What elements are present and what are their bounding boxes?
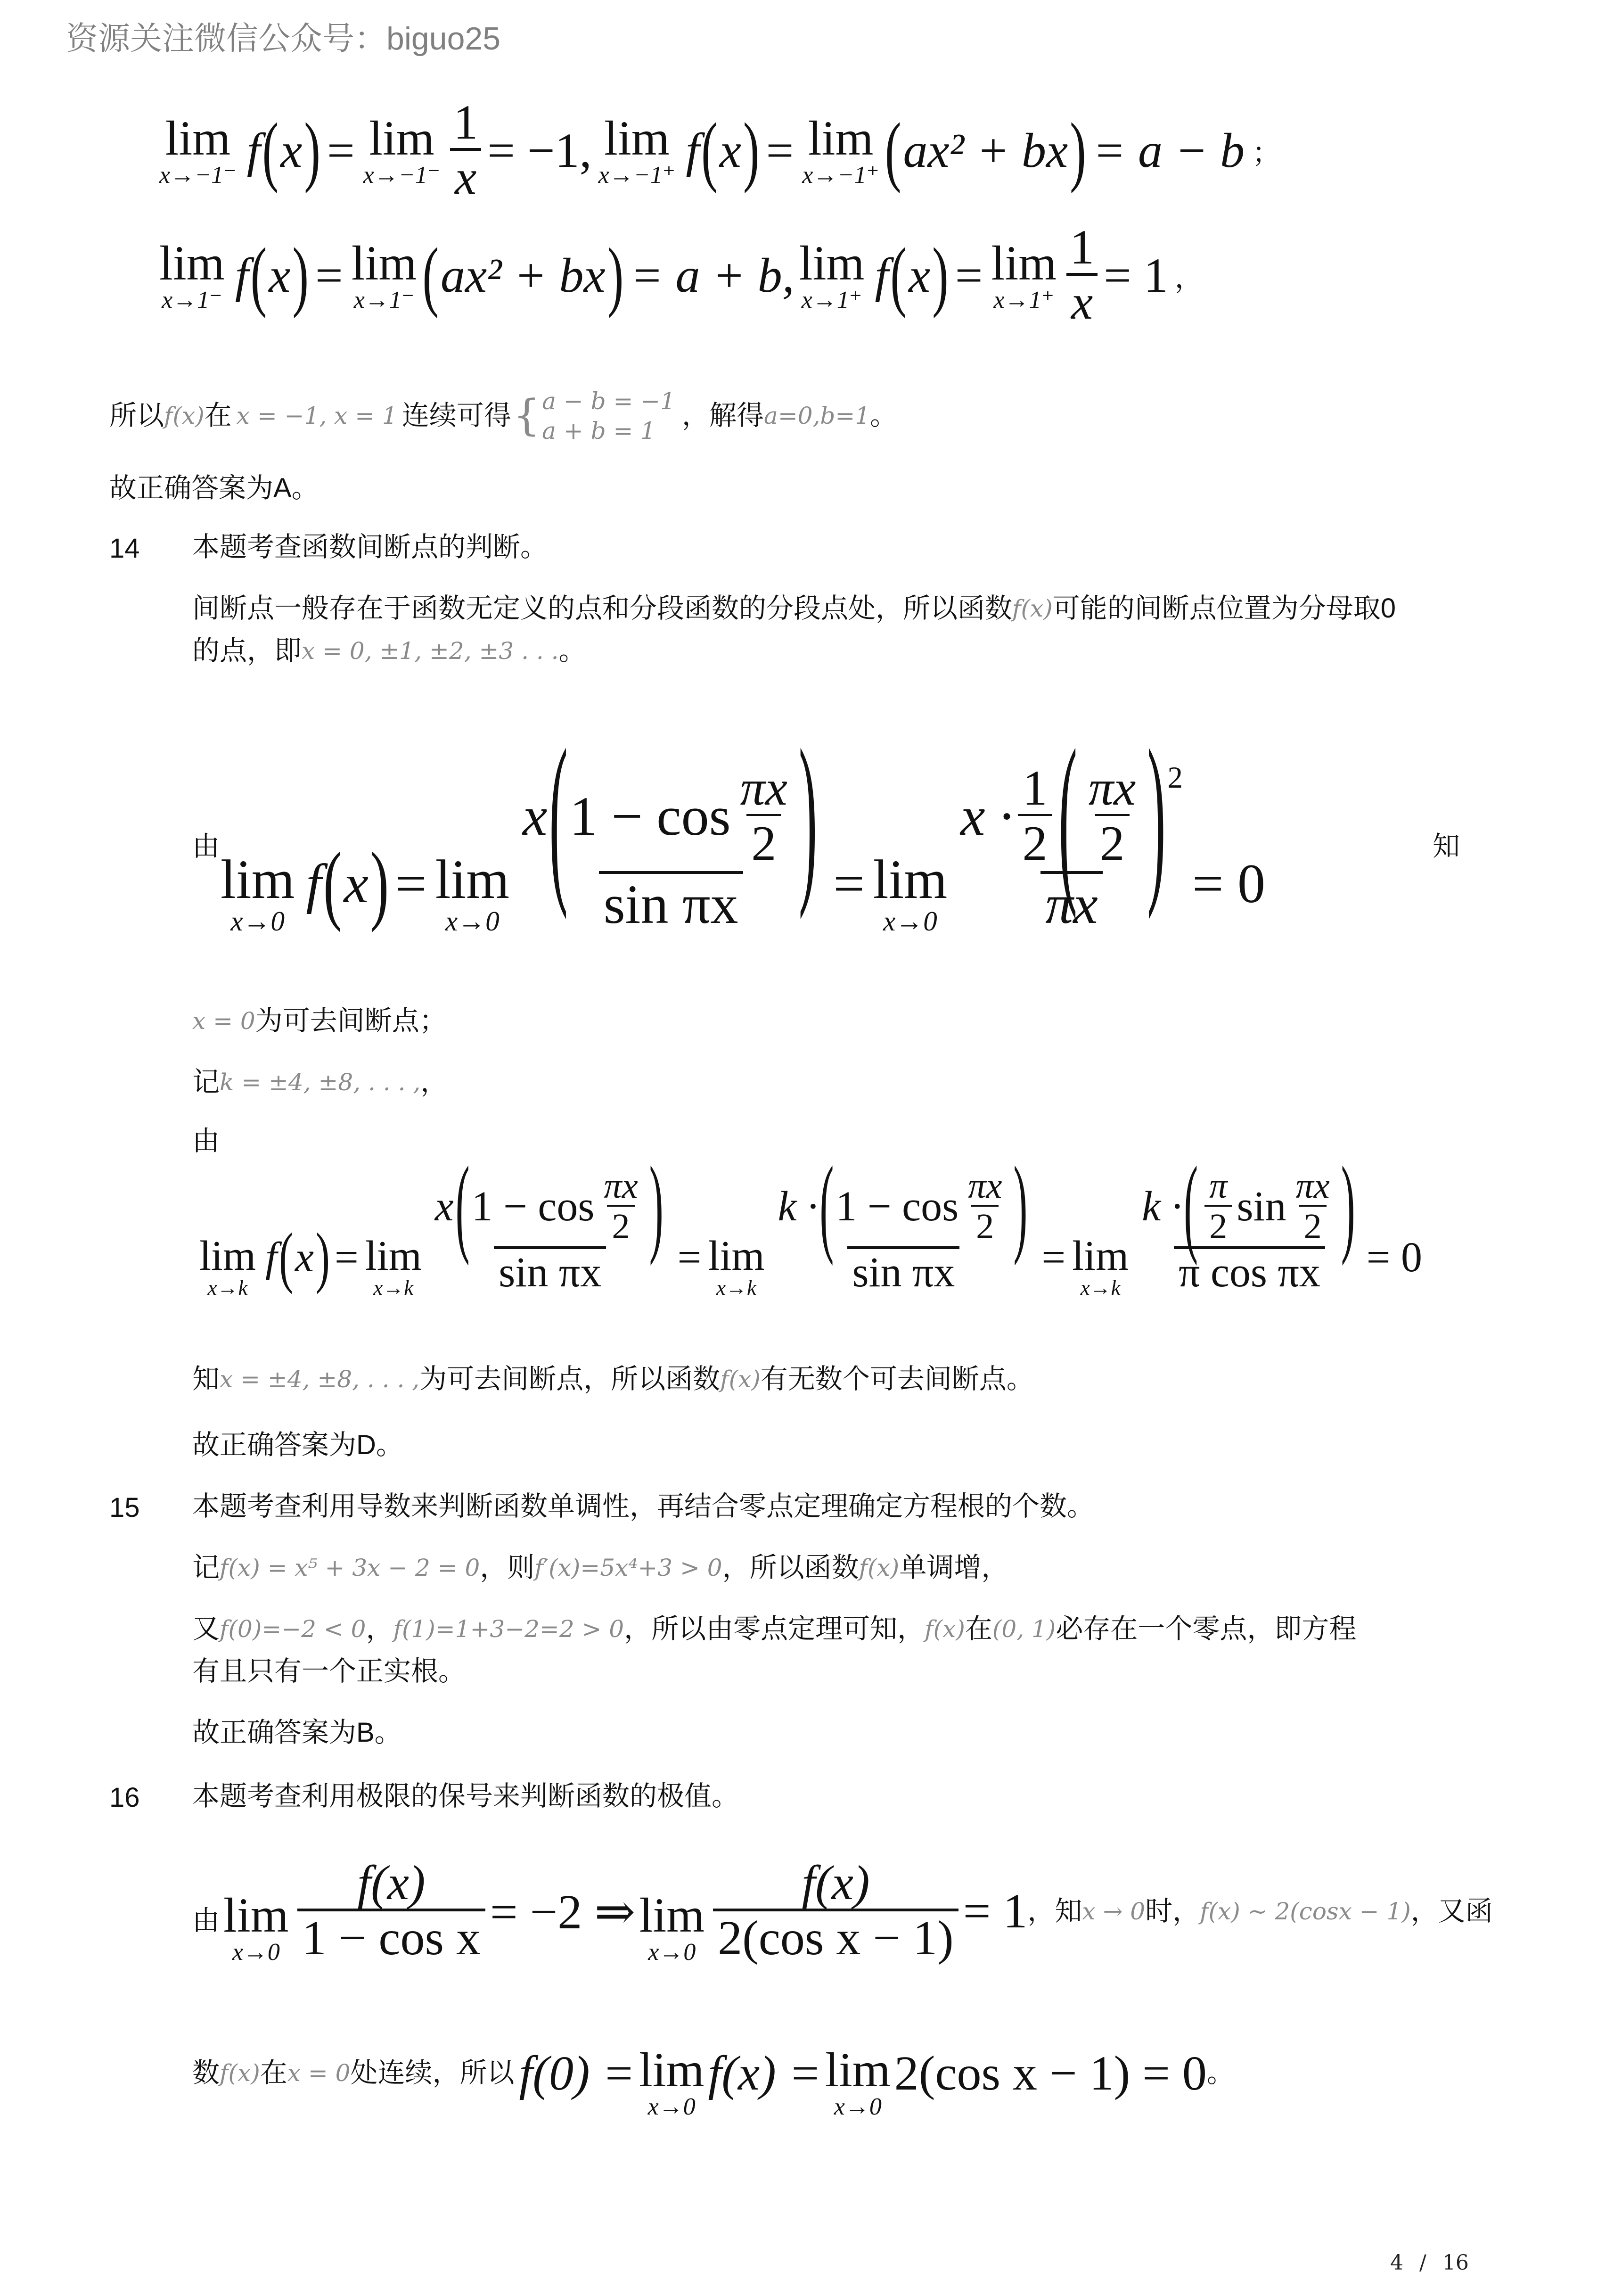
- limit-operator: lim x→−1⁻: [159, 111, 237, 189]
- question-number-14: 14: [109, 533, 140, 564]
- q15-line3: 有且只有一个正实根。: [192, 1656, 466, 1687]
- equation-system: a − b = −1 a + b = 1: [542, 387, 675, 444]
- q13-continuity-line: 所以 f(x) 在 x = −1, x = 1 连续可得 { a − b = −1 a + b = 1 ，解得 a=0,b=1 。: [109, 387, 897, 445]
- removable-at-zero: x = 0 为可去间断点；: [192, 1005, 447, 1036]
- q16-title: 本题考查利用极限的保号来判断函数的极值。: [192, 1781, 739, 1811]
- q14-para-line1: 间断点一般存在于函数无定义的点和分段函数的分段点处，所以函数 f(x) 可能的间断点位置为分母取0: [192, 593, 1396, 624]
- brace: {: [513, 391, 541, 441]
- page-indicator: [1390, 2251, 1469, 2287]
- suffix-zhi: 知: [1433, 831, 1460, 862]
- total-pages: 16: [1442, 2251, 1469, 2275]
- q16-conclusion-line: 数 f(x) 在 x = 0 处连续，所以 f(0) = lim x→0 f(x) = lim x→0 2(cos x − 1) = 0 。: [192, 2043, 1234, 2120]
- page-separator: /: [1419, 2251, 1426, 2275]
- q15-answer: 故正确答案为B。: [192, 1717, 402, 1748]
- q13-answer: 故正确答案为A。: [109, 473, 319, 503]
- equation-limit-at-zero: lim x→0 f ( x ) = lim x→0 x ( 1 − cos $\frac{\pi x}{2}$ ) sin πx = lim x→0 x · $\frac{1}{2}$ ( $\frac{\pi x}{2}$ ) $^2$ πx = 0: [221, 710, 1266, 937]
- q14-title: 本题考查函数间断点的判断。: [192, 532, 548, 562]
- q15-line2: 又 f(0)=−2 < 0 ， f(1)=1+3−2=2 > 0 ，所以由零点定理可知， f(x) 在 (0, 1) 必存在一个零点，即方程: [192, 1613, 1357, 1644]
- q15-title: 本题考查利用导数来判断函数单调性，再结合零点定理确定方程根的个数。: [192, 1491, 1095, 1522]
- q14-conclusion: 知 x = ±4, ±8, . . . , 为可去间断点，所以函数 f(x) 有无数个可去间断点。: [192, 1364, 1034, 1394]
- define-k: 记 k = ±4, ±8, . . . , ，: [192, 1067, 448, 1097]
- q15-line1: 记 f(x) = x⁵ + 3x − 2 = 0 ，则 f′(x)=5x⁴+3 > 0 ，所以函数 f(x) 单调增，: [192, 1552, 1009, 1583]
- equation-sign-preservation: 由 lim x→0 $\frac{f(x)}{\text{1 − cos x}}$ = −2 ⇒ lim x→0 $\frac{f(x)}{\text{2(cos x − 1)}}$ = 1 ，知 x → 0 时， f(x) ~ 2(cosx − 1) ，又函: [192, 1856, 1493, 1966]
- equation-left-right-limits-at-minus-one: lim x→−1⁻ f ( x ) = lim x→−1⁻ $\frac{1}{x}$ = −1, lim x→−1⁺ f ( x ) = lim x→−1⁺ ( ax² + bx ) = a − b ；: [159, 95, 1281, 205]
- current-page: 4: [1390, 2251, 1403, 2275]
- equation-limit-at-k: lim x→k f ( x ) = lim x→k x ( 1 − cos $\frac{\pi x}{2}$ ) sin πx = lim x→k k · ( 1 − cos $\frac{\pi x}{2}$ ) sin πx = lim x→k k · ( $\frac{\pi}{2}$ sin $\frac{\pi x}{2}$ ) π cos πx = 0: [199, 1145, 1422, 1300]
- question-number-15: 15: [109, 1492, 140, 1523]
- q14-answer: 故正确答案为D。: [192, 1430, 403, 1460]
- q14-para-line2: 的点，即 x = 0, ±1, ±2, ±3 . . . 。: [192, 635, 586, 666]
- watermark-text: 资源关注微信公众号：biguo25: [66, 21, 501, 57]
- prefix-you-2: 由: [192, 1126, 220, 1156]
- question-number-16: 16: [109, 1782, 140, 1813]
- equation-left-right-limits-at-one: lim x→1⁻ f ( x ) = lim x→1⁻ ( ax² + bx ) = a + b, lim x→1⁺ f ( x ) = lim x→1⁺ $\frac{1}{x}$ = 1 ，: [159, 220, 1203, 330]
- prefix-you: 由: [192, 831, 220, 862]
